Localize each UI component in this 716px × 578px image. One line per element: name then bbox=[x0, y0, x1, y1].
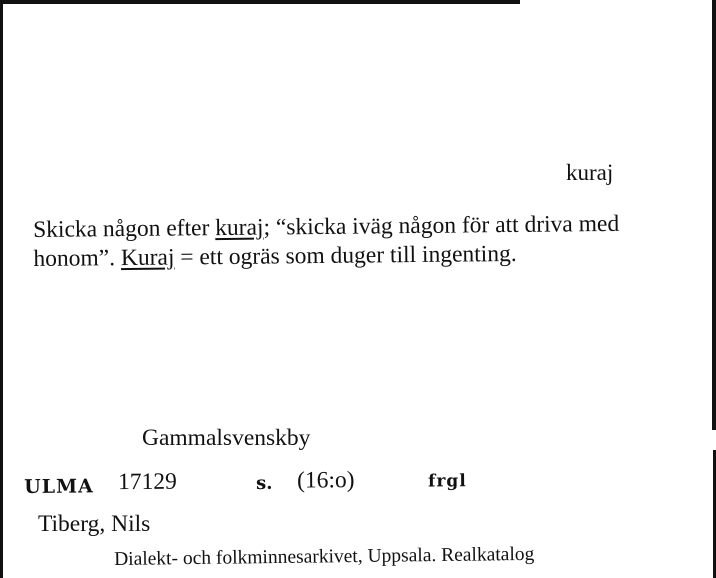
collector-name: Tiberg, Nils bbox=[38, 511, 151, 537]
record-number: 17129 bbox=[117, 468, 177, 496]
place-name: Gammalsvenskby bbox=[142, 425, 311, 451]
category-code: frgl bbox=[428, 471, 467, 492]
archive-code: ULMA bbox=[24, 475, 94, 498]
card-right-border bbox=[712, 0, 716, 430]
definition-part-2: ; “skicka iväg någon för att driva med honom”. bbox=[33, 210, 620, 272]
card-top-border bbox=[0, 0, 520, 4]
definition-term-1: kuraj bbox=[215, 214, 264, 242]
card-left-border bbox=[0, 0, 3, 578]
record-info-row bbox=[24, 465, 624, 502]
archive-footer: Dialekt- och folkminnesarkivet, Uppsala. Realkatalog bbox=[114, 543, 535, 570]
page-reference: (16:o) bbox=[296, 467, 355, 494]
s-label: s. bbox=[256, 472, 273, 494]
definition-part-1: Skicka någon efter bbox=[33, 215, 216, 243]
headword: kuraj bbox=[566, 160, 614, 185]
definition-term-2: Kuraj bbox=[120, 244, 175, 272]
definition-text bbox=[33, 209, 694, 274]
definition-part-3: = ett ogräs som duger till ingenting. bbox=[174, 240, 517, 271]
